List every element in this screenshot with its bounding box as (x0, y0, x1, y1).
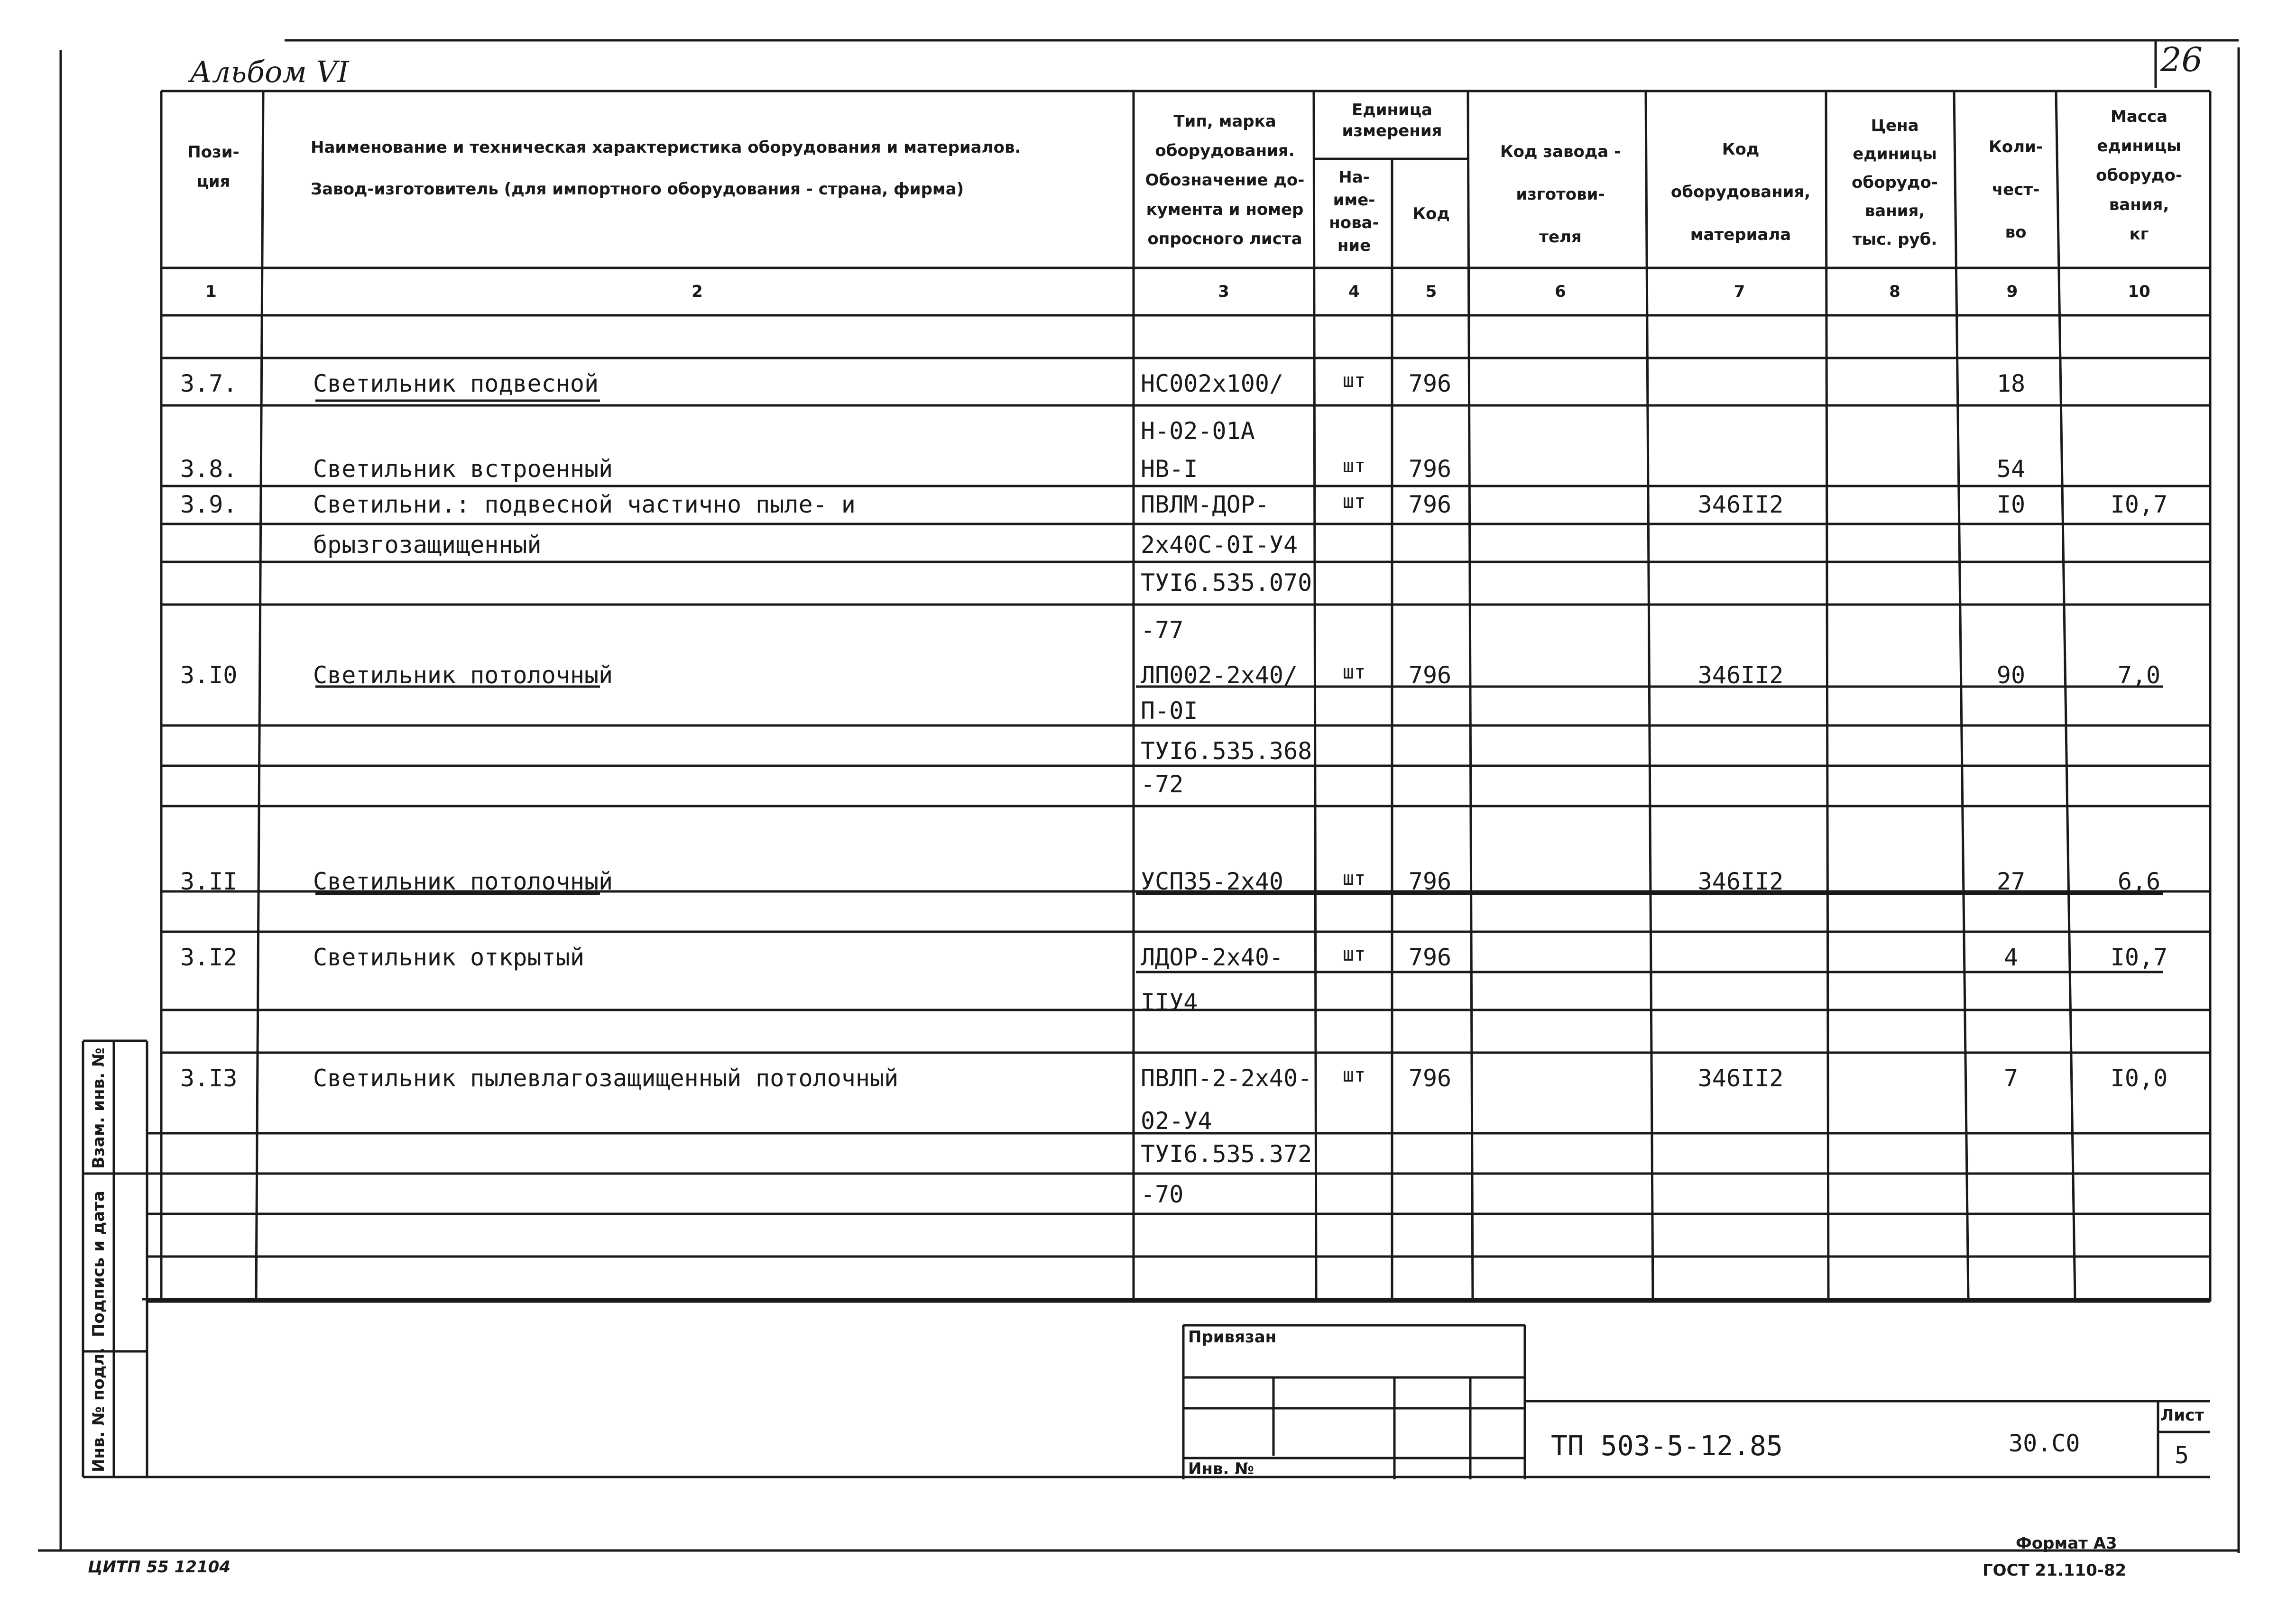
header-text: Тип, марка (1173, 112, 1276, 131)
col-number: 5 (1425, 282, 1437, 301)
header-text: опросного листа (1147, 229, 1302, 248)
header-text: кумента и номер (1146, 200, 1304, 219)
cell-type: УСП35-2х40 (1141, 868, 1284, 895)
cell-type: -77 (1141, 616, 1184, 644)
col-number: 7 (1734, 282, 1745, 301)
col-number: 6 (1555, 282, 1566, 301)
cell-pos: 3.I2 (180, 944, 238, 971)
header-text: Наименование и техническая характеристика оборудования и материалов. (311, 138, 1021, 157)
cell-unit: шт (1342, 868, 1366, 890)
cell-mass: I0,7 (2110, 491, 2168, 518)
header-text: единицы (2097, 137, 2181, 156)
side-stamp-inv: Инв. № подл. (89, 1347, 108, 1472)
cell-type: ТУI6.535.368 (1141, 737, 1312, 765)
header-text: измерения (1342, 121, 1442, 140)
cell-equip-code: 346II2 (1697, 491, 1784, 518)
header-col10 (2068, 102, 2210, 249)
side-stamp-podpis: Подпись и дата (89, 1191, 108, 1337)
cell-name: Светильник потолочный (313, 868, 613, 895)
cell-equip-code: 346II2 (1697, 661, 1784, 689)
cell-type: Н-02-01А (1141, 417, 1255, 445)
header-col3 (1136, 107, 1314, 254)
header-text: материала (1690, 225, 1791, 244)
header-text: ция (196, 172, 231, 191)
col-number: 8 (1889, 282, 1900, 301)
cell-code: 796 (1408, 455, 1452, 483)
cell-unit: шт (1342, 1064, 1366, 1086)
cell-name: брызгозащищенный (313, 531, 542, 559)
cell-type: -70 (1141, 1181, 1184, 1208)
cell-code: 796 (1408, 661, 1452, 689)
cell-code: 796 (1408, 370, 1452, 397)
cell-name: Светильник потолочный (313, 661, 613, 689)
col-number: 2 (692, 282, 703, 301)
cell-qty: 54 (1996, 455, 2026, 483)
cell-pos: 3.7. (180, 370, 238, 397)
stamp-privyazan: Привязан (1188, 1328, 1277, 1347)
cell-unit: шт (1342, 944, 1366, 965)
header-text: Единица (1352, 101, 1432, 119)
header-col1 (164, 138, 263, 196)
header-text: вания, (1864, 202, 1925, 220)
header-text: нова- (1329, 213, 1379, 232)
cell-type: ТУI6.535.070 (1141, 569, 1312, 596)
footer-left: ЦИТП 55 12104 (88, 1558, 231, 1577)
header-text: На- (1338, 168, 1370, 187)
cell-unit: шт (1342, 491, 1366, 513)
header-text: теля (1539, 228, 1582, 247)
header-text: Код (1722, 140, 1760, 159)
cell-name: Светильни.: подвесной частично пыле- и (313, 491, 856, 518)
col-number: 1 (205, 282, 217, 301)
cell-mass: 6,6 (2117, 868, 2161, 895)
cell-type: П-0I (1141, 697, 1198, 725)
cell-type: 02-У4 (1141, 1107, 1212, 1135)
cell-unit: шт (1342, 455, 1366, 477)
cell-type: -72 (1141, 771, 1184, 798)
cell-type: ЛДОР-2х40- (1141, 944, 1284, 971)
col-number: 3 (1218, 282, 1229, 301)
col-number: 10 (2128, 282, 2150, 301)
cell-type: НВ-I (1141, 455, 1198, 483)
cell-pos: 3.I0 (180, 661, 238, 689)
header-text: Код завода - (1500, 142, 1621, 161)
header-text: тыс. руб. (1852, 230, 1937, 249)
cell-qty: I0 (1996, 491, 2026, 518)
cell-pos: 3.9. (180, 491, 238, 518)
cell-type: ПВЛП-2-2х40- (1141, 1064, 1312, 1092)
header-text: оборудования, (1670, 183, 1811, 202)
cell-mass: 7,0 (2117, 661, 2161, 689)
header-text: чест- (1992, 180, 2040, 199)
header-text: кг (2129, 225, 2149, 244)
col-number: 4 (1348, 282, 1360, 301)
header-col4 (1316, 166, 1392, 257)
header-col9 (1964, 126, 2068, 254)
stamp-section: 30.С0 (2009, 1430, 2080, 1457)
cell-code: 796 (1408, 868, 1452, 895)
side-stamp-vzam: Взам. инв. № (89, 1047, 108, 1169)
cell-qty: 7 (2003, 1064, 2019, 1092)
footer-gost: ГОСТ 21.110-82 (1983, 1561, 2127, 1580)
sheet-corner-number: 26 (2160, 40, 2203, 79)
cell-qty: 90 (1996, 661, 2026, 689)
header-text: Завод-изготовитель (для импортного оборудования - страна, фирма) (311, 180, 964, 199)
header-text: изготови- (1516, 185, 1605, 204)
cell-qty: 27 (1996, 868, 2026, 895)
cell-pos: 3.II (180, 868, 238, 895)
stamp-list-label: Лист (2160, 1406, 2204, 1425)
header-text: единицы (1853, 145, 1937, 164)
cell-equip-code: 346II2 (1697, 1064, 1784, 1092)
cell-unit: шт (1342, 661, 1366, 683)
cell-unit: шт (1342, 370, 1366, 392)
cell-name: Светильник открытый (313, 944, 584, 971)
header-text: Пози- (187, 143, 240, 162)
cell-code: 796 (1408, 1064, 1452, 1092)
cell-pos: 3.8. (180, 455, 238, 483)
cell-name: Светильник подвесной (313, 370, 599, 397)
stamp-list-number: 5 (2175, 1441, 2189, 1469)
cell-code: 796 (1408, 944, 1452, 971)
header-text: вания, (2109, 195, 2169, 214)
cell-type: ЛП002-2х40/ (1141, 661, 1298, 689)
header-col8 (1828, 111, 1961, 254)
header-text: ние (1337, 236, 1371, 255)
stamp-designation: ТП 503-5-12.85 (1551, 1430, 1783, 1462)
cell-type: НС002х100/ (1141, 370, 1284, 397)
cell-mass: I0,0 (2110, 1064, 2168, 1092)
cell-type: ТУI6.535.372 (1141, 1140, 1312, 1168)
header-units (1316, 100, 1468, 141)
cell-qty: 18 (1996, 370, 2026, 397)
cell-code: 796 (1408, 491, 1452, 518)
header-text: Цена (1871, 116, 1919, 135)
cell-type: ПВЛМ-ДОР- (1141, 491, 1269, 518)
header-col6 (1473, 130, 1648, 258)
header-text: во (2005, 223, 2027, 242)
album-title: Альбом VI (190, 55, 349, 89)
header-text: оборудо- (2096, 166, 2182, 185)
cell-type: IIУ4 (1141, 989, 1198, 1016)
col-number: 9 (2006, 282, 2018, 301)
cell-name: Светильник встроенный (313, 455, 613, 483)
header-col5: Код (1412, 204, 1450, 223)
header-col7 (1653, 128, 1828, 256)
header-text: оборудо- (1852, 173, 1938, 192)
cell-pos: 3.I3 (180, 1064, 238, 1092)
header-text: Обозначение до- (1145, 171, 1305, 190)
cell-mass: I0,7 (2110, 944, 2168, 971)
header-col2 (311, 133, 1021, 204)
header-text: оборудования. (1155, 141, 1295, 160)
cell-type: 2х40С-0I-У4 (1141, 531, 1298, 559)
header-text: Масса (2110, 107, 2168, 126)
header-text: Коли- (1989, 138, 2043, 156)
header-text: име- (1333, 191, 1375, 210)
cell-name: Светильник пылевлагозащищенный потолочный (313, 1064, 899, 1092)
cell-qty: 4 (2003, 944, 2019, 971)
cell-equip-code: 346II2 (1697, 868, 1784, 895)
stamp-inv-no: Инв. № (1188, 1459, 1254, 1478)
footer-format: Формат А3 (2016, 1534, 2117, 1553)
